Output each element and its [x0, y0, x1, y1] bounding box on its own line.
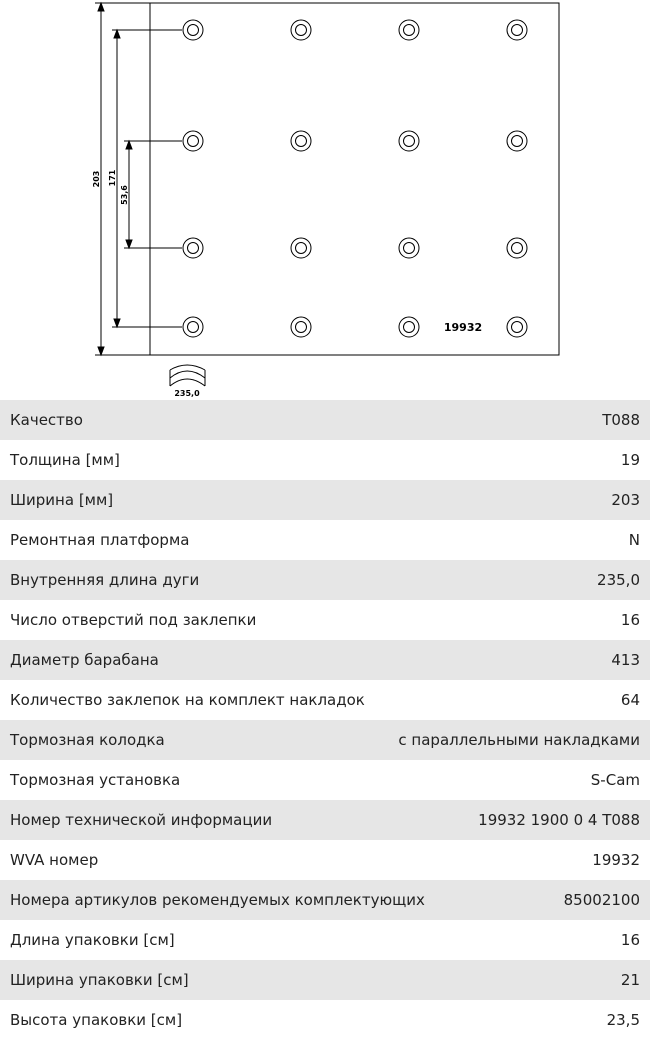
spec-row — [0, 1000, 650, 1040]
dimension-total-height — [95, 3, 150, 355]
dim-outer-pitch-label: 171 — [108, 169, 117, 187]
spec-label: Качество — [10, 411, 83, 429]
rivet-hole — [291, 317, 311, 337]
spec-row — [0, 640, 650, 680]
rivet-hole — [399, 131, 419, 151]
brake-lining-drawing — [0, 0, 650, 400]
spec-value: 16 — [620, 611, 640, 629]
spec-label: Ширина упаковки [см] — [10, 971, 189, 989]
dim-total-height-label: 203 — [92, 170, 101, 188]
arc-length-icon — [170, 365, 205, 386]
spec-value: 19932 — [592, 851, 640, 869]
spec-label: Ширина [мм] — [10, 491, 114, 509]
spec-row — [0, 800, 650, 840]
rivet-holes — [183, 20, 527, 337]
spec-value: 19932 1900 0 4 T088 — [478, 811, 640, 829]
spec-value: T088 — [602, 411, 640, 429]
spec-row — [0, 680, 650, 720]
spec-row — [0, 600, 650, 640]
spec-label: Ремонтная платформа — [10, 531, 190, 549]
spec-value: N — [628, 531, 640, 549]
spec-row — [0, 760, 650, 800]
rivet-hole — [399, 317, 419, 337]
rivet-hole — [183, 238, 203, 258]
spec-label: Количество заклепок на комплект накладок — [10, 691, 365, 709]
rivet-hole — [183, 317, 203, 337]
rivet-hole — [399, 238, 419, 258]
dimension-outer-pitch — [112, 30, 182, 327]
spec-value: 235,0 — [597, 571, 640, 589]
spec-value: 23,5 — [606, 1011, 640, 1029]
spec-label: Высота упаковки [см] — [10, 1011, 183, 1029]
spec-label: Номер технической информации — [10, 811, 273, 829]
spec-value: с параллельными накладками — [398, 731, 640, 749]
spec-label: WVA номер — [10, 851, 99, 869]
spec-row — [0, 960, 650, 1000]
spec-value: 16 — [620, 931, 640, 949]
rivet-hole — [291, 238, 311, 258]
rivet-hole — [507, 131, 527, 151]
dimension-inner-pitch — [124, 141, 182, 248]
spec-row — [0, 880, 650, 920]
rivet-hole — [291, 20, 311, 40]
spec-row — [0, 720, 650, 760]
rivet-hole — [399, 20, 419, 40]
spec-label: Тормозная установка — [10, 771, 181, 789]
spec-label: Длина упаковки [см] — [10, 931, 175, 949]
rivet-hole — [183, 20, 203, 40]
spec-row — [0, 440, 650, 480]
spec-value: 19 — [620, 451, 640, 469]
spec-table — [0, 400, 650, 1040]
spec-value: 85002100 — [563, 891, 640, 909]
spec-row — [0, 560, 650, 600]
rivet-hole — [507, 317, 527, 337]
spec-row — [0, 480, 650, 520]
rivet-hole — [507, 238, 527, 258]
spec-row — [0, 520, 650, 560]
dim-arc-length-label: 235,0 — [174, 389, 200, 398]
spec-label: Номера артикулов рекомендуемых комплектующих — [10, 891, 425, 909]
spec-value: S-Cam — [590, 771, 640, 789]
technical-drawing — [0, 0, 650, 400]
spec-label: Толщина [мм] — [10, 451, 120, 469]
rivet-hole — [183, 131, 203, 151]
spec-label: Тормозная колодка — [10, 731, 165, 749]
lining-outline — [150, 3, 559, 355]
spec-value: 203 — [611, 491, 640, 509]
spec-value: 413 — [611, 651, 640, 669]
spec-value: 64 — [620, 691, 640, 709]
spec-label: Внутренняя длина дуги — [10, 571, 200, 589]
rivet-hole — [291, 131, 311, 151]
spec-row — [0, 840, 650, 880]
dim-inner-pitch-label: 53,6 — [120, 185, 129, 205]
rivet-hole — [507, 20, 527, 40]
spec-label: Диаметр барабана — [10, 651, 159, 669]
part-code-label: 19932 — [443, 321, 483, 334]
spec-value: 21 — [620, 971, 640, 989]
spec-row — [0, 400, 650, 440]
spec-row — [0, 920, 650, 960]
spec-label: Число отверстий под заклепки — [10, 611, 257, 629]
